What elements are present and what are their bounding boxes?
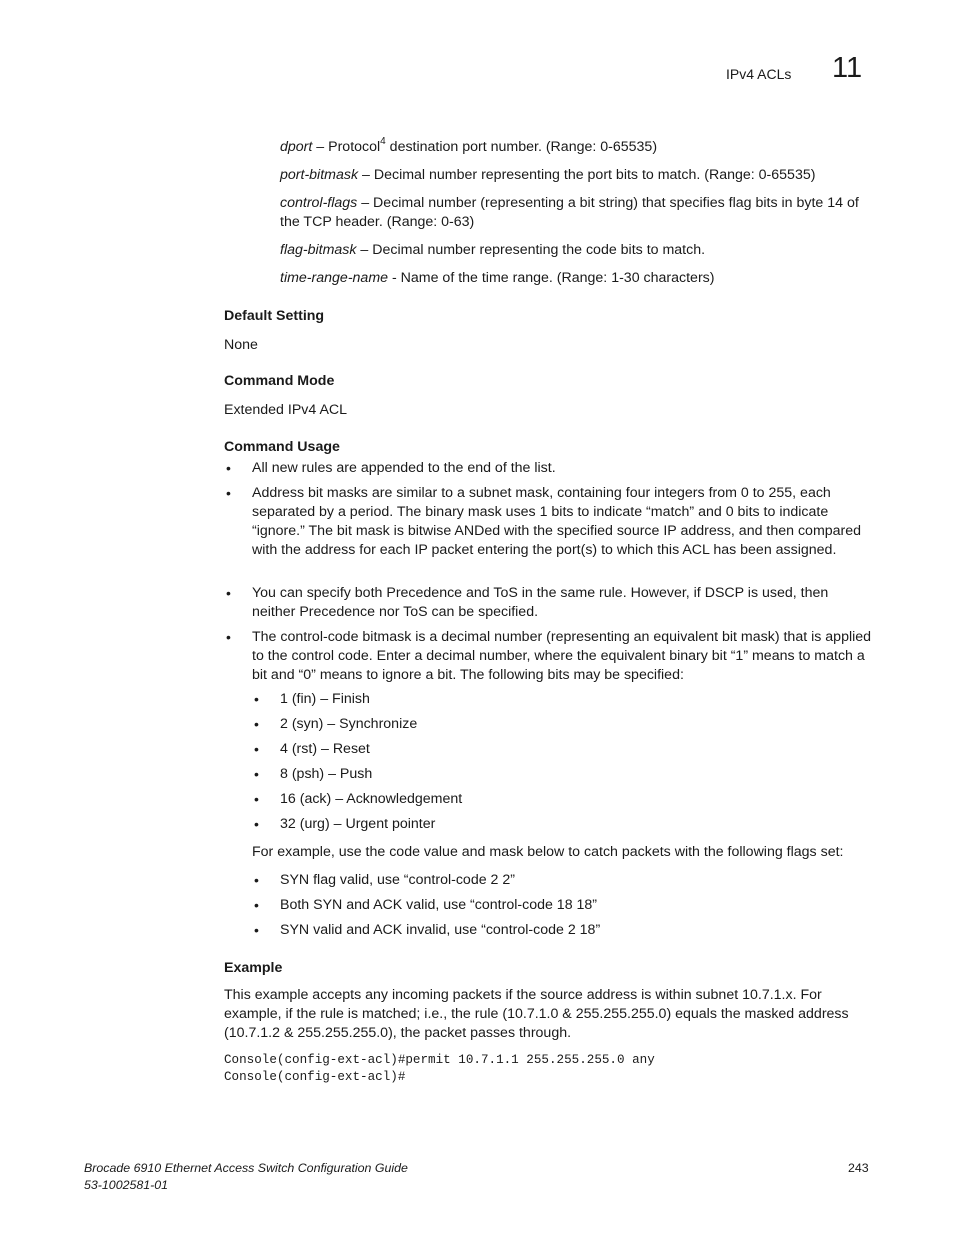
flag-bit-item: 32 (urg) – Urgent pointer — [280, 816, 436, 832]
param-desc: destination port number. (Range: 0-65535) — [385, 139, 658, 155]
flag-bit-item: 1 (fin) – Finish — [280, 691, 370, 707]
bullet-marker: • — [226, 629, 231, 645]
command-mode-text: Extended IPv4 ACL — [224, 402, 348, 418]
flag-bit-item: 16 (ack) – Acknowledgement — [280, 791, 463, 807]
flag-bit-item: 8 (psh) – Push — [280, 766, 373, 782]
code-line: Console(config-ext-acl)# — [224, 1070, 406, 1084]
example-intro: For example, use the code value and mask below to catch packets with the following flags set: — [252, 844, 844, 860]
flag-bit-item: 4 (rst) – Reset — [280, 741, 370, 757]
sub-bullet-marker: • — [254, 922, 259, 938]
sub-bullet-marker: • — [254, 816, 259, 832]
param-term: time-range-name — [280, 270, 389, 286]
flag-example-item: Both SYN and ACK valid, use “control-code 18 18” — [280, 897, 598, 913]
bullet-marker: • — [226, 460, 231, 476]
param-dport — [280, 138, 872, 157]
footer-doc-number: 53-1002581-01 — [84, 1178, 169, 1192]
param-desc: – Decimal number (representing a bit string) that specifies flag bits in byte 14 of the TCP header. (Range: 0-63) — [280, 195, 859, 230]
param-term: port-bitmask — [280, 167, 359, 183]
param-port-bitmask — [280, 166, 872, 185]
param-term: flag-bitmask — [280, 242, 357, 258]
sub-bullet-marker: • — [254, 872, 259, 888]
param-control-flags — [280, 194, 872, 232]
command-usage-heading: Command Usage — [224, 439, 340, 455]
code-line: Console(config-ext-acl)#permit 10.7.1.1 255.255.255.0 any — [224, 1053, 655, 1067]
footer-doc-title: Brocade 6910 Ethernet Access Switch Configuration Guide — [84, 1161, 408, 1175]
command-mode-heading: Command Mode — [224, 373, 335, 389]
sub-bullet-marker: • — [254, 897, 259, 913]
sub-bullet-marker: • — [254, 766, 259, 782]
usage-bullet: All new rules are appended to the end of the list. — [252, 460, 556, 476]
flag-example-item: SYN valid and ACK invalid, use “control-code 2 18” — [280, 922, 601, 938]
param-flag-bitmask — [280, 241, 872, 260]
bullet-marker: • — [226, 585, 231, 601]
usage-bullet: You can specify both Precedence and ToS in the same rule. However, if DSCP is used, then neither Precedence nor ToS can be specified. — [252, 585, 829, 620]
param-term: dport — [280, 139, 313, 155]
example-text: This example accepts any incoming packets if the source address is within subnet 10.7.1.x. For example, if the rule is matched; i.e., the rule (10.7.1.0 & 255.255.255.0) equals the masked address (10.7.1.2 & 255.255.255.0), the packet passes through. — [224, 987, 849, 1041]
usage-bullet: The control-code bitmask is a decimal number (representing an equivalent bit mask) that is applied to the control code. Enter a decimal number, where the equivalent binary bit “1” means to match a bit and “0” means to ignore a bit. The following bits may be specified: — [252, 629, 872, 683]
sub-bullet-marker: • — [254, 741, 259, 757]
running-header-section: IPv4 ACLs — [726, 66, 792, 82]
default-setting-heading: Default Setting — [224, 308, 325, 324]
param-time-range-name — [280, 269, 872, 288]
usage-bullet: Address bit masks are similar to a subnet mask, containing four integers from 0 to 255, each separated by a period. The binary mask uses 1 bits to indicate “match” and 0 bits to indicate “ignore.” The bit mask is bitwise ANDed with the specified source IP address, and then compared with the address for each IP packet entering the port(s) to which this ACL has been assigned. — [252, 485, 862, 558]
param-term: control-flags — [280, 195, 358, 211]
example-heading: Example — [224, 960, 283, 976]
param-desc: – Decimal number representing the code bits to match. — [356, 242, 706, 258]
page-number: 243 — [848, 1161, 869, 1175]
chapter-number: 11 — [832, 52, 863, 84]
sub-bullet-marker: • — [254, 791, 259, 807]
param-desc: - Name of the time range. (Range: 1-30 characters) — [388, 270, 715, 286]
sub-bullet-marker: • — [254, 691, 259, 707]
footnote-ref: 4 — [380, 136, 386, 147]
param-sep: – Protocol — [312, 139, 381, 155]
default-setting-text: None — [224, 337, 258, 353]
flag-example-item: SYN flag valid, use “control-code 2 2” — [280, 872, 515, 888]
param-desc: – Decimal number representing the port bits to match. (Range: 0-65535) — [358, 167, 816, 183]
bullet-marker: • — [226, 485, 231, 501]
flag-bit-item: 2 (syn) – Synchronize — [280, 716, 418, 732]
sub-bullet-marker: • — [254, 716, 259, 732]
